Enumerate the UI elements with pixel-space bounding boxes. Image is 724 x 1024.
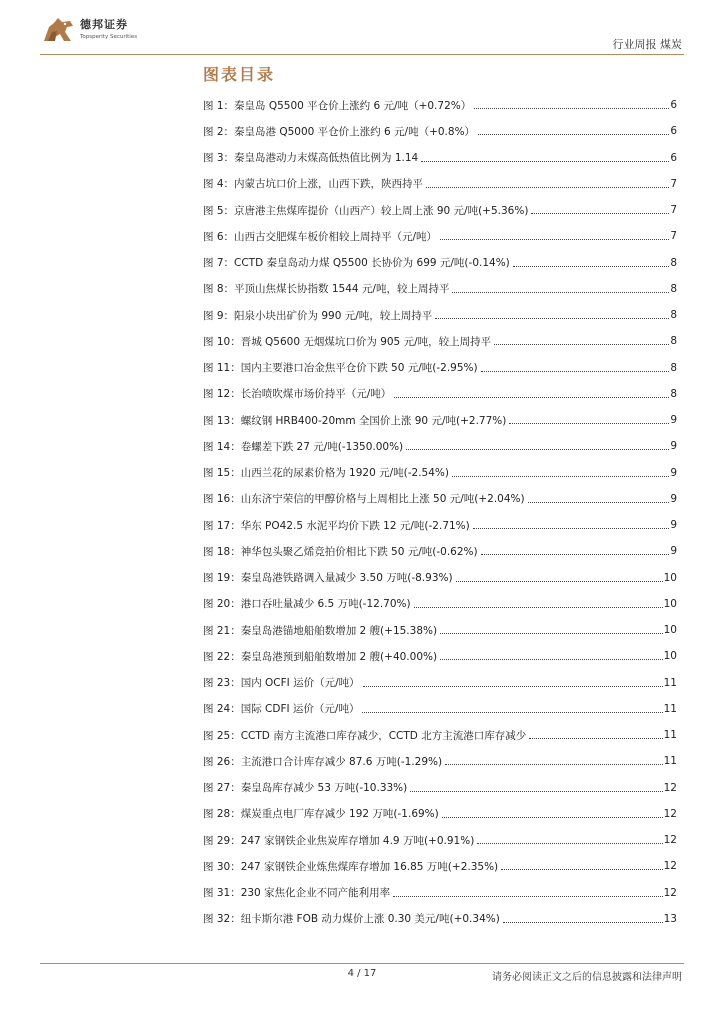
toc-entry-label: 图 26：主流港口合计库存减少 87.6 万吨(-1.29%) xyxy=(203,755,443,768)
toc-entry[interactable] xyxy=(203,433,677,459)
toc-entry-label: 图 28：煤炭重点电厂库存减少 192 万吨(-1.69%) xyxy=(203,808,439,821)
toc-entry-label: 图 19：秦皇岛港铁路调入量减少 3.50 万吨(-8.93%) xyxy=(203,572,453,585)
toc-entry[interactable] xyxy=(203,906,677,932)
toc-dot-leader xyxy=(426,186,669,188)
toc-entry[interactable] xyxy=(203,617,677,643)
toc-dot-leader xyxy=(452,475,669,477)
toc-entry-label: 图 24：国际 CDFI 运价（元/吨） xyxy=(203,703,360,716)
toc-entry-page: 12 xyxy=(663,807,677,820)
toc-entry[interactable] xyxy=(203,355,677,381)
toc-dot-leader xyxy=(363,685,663,687)
toc-entry-page: 13 xyxy=(663,912,677,925)
company-english-name: Topsperity Securities xyxy=(80,34,138,40)
toc-entry-label: 图 22：秦皇岛港预到船舶数增加 2 艘(+40.00%) xyxy=(203,650,438,663)
toc-dot-leader xyxy=(509,422,669,424)
toc-entry-label: 图 10：晋城 Q5600 无烟煤坑口价为 905 元/吨，较上周持平 xyxy=(203,335,492,348)
logo-horse-icon xyxy=(40,15,76,45)
toc-entry-page: 7 xyxy=(670,230,677,243)
toc-entry[interactable] xyxy=(203,197,677,223)
toc-dot-leader xyxy=(394,396,669,398)
toc-entry[interactable] xyxy=(203,381,677,407)
toc-entry[interactable] xyxy=(203,670,677,696)
toc-entry-page: 9 xyxy=(670,492,677,505)
toc-dot-leader xyxy=(440,238,669,240)
toc-entry[interactable] xyxy=(203,775,677,801)
toc-entry-label: 图 7：CCTD 秦皇岛动力煤 Q5500 长协价为 699 元/吨(-0.14%) xyxy=(203,257,510,270)
company-name: 德邦证券 xyxy=(80,18,128,31)
toc-dot-leader xyxy=(362,711,662,713)
toc-dot-leader xyxy=(456,580,663,582)
toc-entry-label: 图 3：秦皇岛港动力末煤高低热值比例为 1.14 xyxy=(203,152,419,165)
toc-dot-leader xyxy=(494,343,669,345)
toc-entry[interactable] xyxy=(203,512,677,538)
toc-dot-leader xyxy=(410,790,662,792)
toc-entry-page: 11 xyxy=(663,702,677,715)
toc-entry-label: 图 29：247 家钢铁企业焦炭库存增加 4.9 万吨(+0.91%) xyxy=(203,834,475,847)
toc-entry-page: 9 xyxy=(670,414,677,427)
toc-entry-label: 图 2：秦皇岛港 Q5000 平仓价上涨约 6 元/吨（+0.8%） xyxy=(203,125,476,138)
toc-entry-label: 图 6：山西古交肥煤车板价相较上周持平（元/吨） xyxy=(203,230,438,243)
toc-entry-label: 图 18：神华包头聚乙烯竞拍价相比下跌 50 元/吨(-0.62%) xyxy=(203,545,478,558)
toc-dot-leader xyxy=(513,265,670,267)
toc-entry[interactable] xyxy=(203,302,677,328)
page-header xyxy=(0,0,724,60)
toc-dot-leader xyxy=(531,212,669,214)
toc-dot-leader xyxy=(445,763,663,765)
toc-entry[interactable] xyxy=(203,460,677,486)
toc-entry[interactable] xyxy=(203,722,677,748)
toc-entry-label: 图 13：螺纹钢 HRB400-20mm 全国价上涨 90 元/吨(+2.77%) xyxy=(203,414,507,427)
toc-entry-label: 图 30：247 家钢铁企业炼焦煤库存增加 16.85 万吨(+2.35%) xyxy=(203,860,499,873)
toc-dot-leader xyxy=(435,317,669,319)
toc-entry-label: 图 17：华东 PO42.5 水泥平均价下跌 12 元/吨(-2.71%) xyxy=(203,519,470,532)
toc-entry[interactable] xyxy=(203,696,677,722)
toc-entry-page: 12 xyxy=(663,781,677,794)
legal-disclaimer: 请务必阅读正文之后的信息披露和法律声明 xyxy=(492,972,682,983)
toc-entry-page: 8 xyxy=(670,335,677,348)
figure-toc-list xyxy=(203,92,677,932)
toc-entry-page: 6 xyxy=(670,151,677,164)
toc-entry-page: 6 xyxy=(670,99,677,112)
toc-entry[interactable] xyxy=(203,486,677,512)
toc-dot-leader xyxy=(393,895,663,897)
toc-entry-label: 图 5：京唐港主焦煤库提价（山西产）较上周上涨 90 元/吨(+5.36%) xyxy=(203,204,529,217)
toc-entry[interactable] xyxy=(203,250,677,276)
toc-dot-leader xyxy=(440,658,663,660)
toc-entry-label: 图 11：国内主要港口冶金焦平仓价下跌 50 元/吨(-2.95%) xyxy=(203,362,478,375)
toc-entry[interactable] xyxy=(203,853,677,879)
toc-entry-page: 11 xyxy=(663,676,677,689)
toc-dot-leader xyxy=(501,868,662,870)
toc-dot-leader xyxy=(473,527,670,529)
toc-entry[interactable] xyxy=(203,801,677,827)
toc-entry-label: 图 32：纽卡斯尔港 FOB 动力煤价上涨 0.30 美元/吨(+0.34%) xyxy=(203,913,500,926)
toc-entry-label: 图 1：秦皇岛 Q5500 平仓价上涨约 6 元/吨（+0.72%） xyxy=(203,99,472,112)
toc-dot-leader xyxy=(481,370,670,372)
toc-entry[interactable] xyxy=(203,827,677,853)
report-type: 行业周报 煤炭 xyxy=(612,38,682,51)
toc-entry-page: 8 xyxy=(670,309,677,322)
toc-dot-leader xyxy=(406,448,669,450)
toc-entry-label: 图 9：阳泉小块出矿价为 990 元/吨，较上周持平 xyxy=(203,309,433,322)
toc-entry[interactable] xyxy=(203,223,677,249)
toc-entry-label: 图 21：秦皇岛港锚地船舶数增加 2 艘(+15.38%) xyxy=(203,624,438,637)
toc-entry-page: 11 xyxy=(663,729,677,742)
page-number: 4 / 17 xyxy=(347,968,377,979)
toc-entry-label: 图 31：230 家焦化企业不同产能利用率 xyxy=(203,887,391,900)
toc-dot-leader xyxy=(474,107,669,109)
footer-divider xyxy=(40,963,684,964)
toc-entry-label: 图 14：卷螺差下跌 27 元/吨(-1350.00%) xyxy=(203,440,404,453)
toc-dot-leader xyxy=(414,606,663,608)
toc-entry-page: 7 xyxy=(670,204,677,217)
toc-dot-leader xyxy=(478,133,669,135)
toc-entry-page: 6 xyxy=(670,125,677,138)
toc-entry[interactable] xyxy=(203,643,677,669)
toc-entry[interactable] xyxy=(203,538,677,564)
toc-entry[interactable] xyxy=(203,880,677,906)
toc-entry-page: 8 xyxy=(670,387,677,400)
toc-entry-page: 9 xyxy=(670,466,677,479)
toc-entry-page: 9 xyxy=(670,519,677,532)
toc-entry[interactable] xyxy=(203,565,677,591)
toc-dot-leader xyxy=(442,816,663,818)
toc-dot-leader xyxy=(477,842,662,844)
toc-entry-label: 图 27：秦皇岛库存减少 53 万吨(-10.33%) xyxy=(203,782,408,795)
toc-entry[interactable] xyxy=(203,328,677,354)
toc-dot-leader xyxy=(452,291,669,293)
toc-entry-page: 9 xyxy=(670,440,677,453)
toc-entry[interactable] xyxy=(203,118,677,144)
toc-entry-label: 图 20：港口吞吐量减少 6.5 万吨(-12.70%) xyxy=(203,598,411,611)
toc-entry-page: 10 xyxy=(663,571,677,584)
toc-entry-label: 图 16：山东济宁荣信的甲醇价格与上周相比上涨 50 元/吨(+2.04%) xyxy=(203,493,525,506)
toc-entry-page: 12 xyxy=(663,834,677,847)
company-logo xyxy=(40,13,170,49)
toc-dot-leader xyxy=(440,632,663,634)
toc-entry[interactable] xyxy=(203,276,677,302)
toc-dot-leader xyxy=(421,160,669,162)
toc-dot-leader xyxy=(528,501,670,503)
toc-entry-page: 11 xyxy=(663,755,677,768)
toc-entry-label: 图 25：CCTD 南方主流港口库存减少，CCTD 北方主流港口库存减少 xyxy=(203,729,527,742)
toc-dot-leader xyxy=(503,921,663,923)
toc-entry-label: 图 12：长治喷吹煤市场价持平（元/吨） xyxy=(203,388,392,401)
toc-entry-page: 8 xyxy=(670,256,677,269)
page-title: 图表目录 xyxy=(203,65,276,84)
toc-entry-label: 图 23：国内 OCFI 运价（元/吨） xyxy=(203,677,360,690)
toc-entry-page: 10 xyxy=(663,624,677,637)
toc-entry-label: 图 4：内蒙古坑口价上涨，山西下跌，陕西持平 xyxy=(203,178,424,191)
toc-entry[interactable] xyxy=(203,591,677,617)
toc-entry-page: 12 xyxy=(663,860,677,873)
toc-entry-page: 8 xyxy=(670,361,677,374)
toc-entry-page: 9 xyxy=(670,545,677,558)
header-divider xyxy=(40,54,684,55)
toc-entry-label: 图 8：平顶山焦煤长协指数 1544 元/吨，较上周持平 xyxy=(203,283,450,296)
toc-entry-page: 7 xyxy=(670,177,677,190)
toc-entry-page: 10 xyxy=(663,650,677,663)
toc-entry-page: 10 xyxy=(663,597,677,610)
toc-entry-page: 8 xyxy=(670,282,677,295)
toc-entry[interactable] xyxy=(203,748,677,774)
toc-entry[interactable] xyxy=(203,145,677,171)
toc-dot-leader xyxy=(481,553,670,555)
toc-entry-label: 图 15：山西兰花的尿素价格为 1920 元/吨(-2.54%) xyxy=(203,467,449,480)
toc-entry[interactable] xyxy=(203,171,677,197)
toc-dot-leader xyxy=(529,737,662,739)
toc-entry[interactable] xyxy=(203,407,677,433)
toc-entry[interactable] xyxy=(203,92,677,118)
toc-entry-page: 12 xyxy=(663,886,677,899)
